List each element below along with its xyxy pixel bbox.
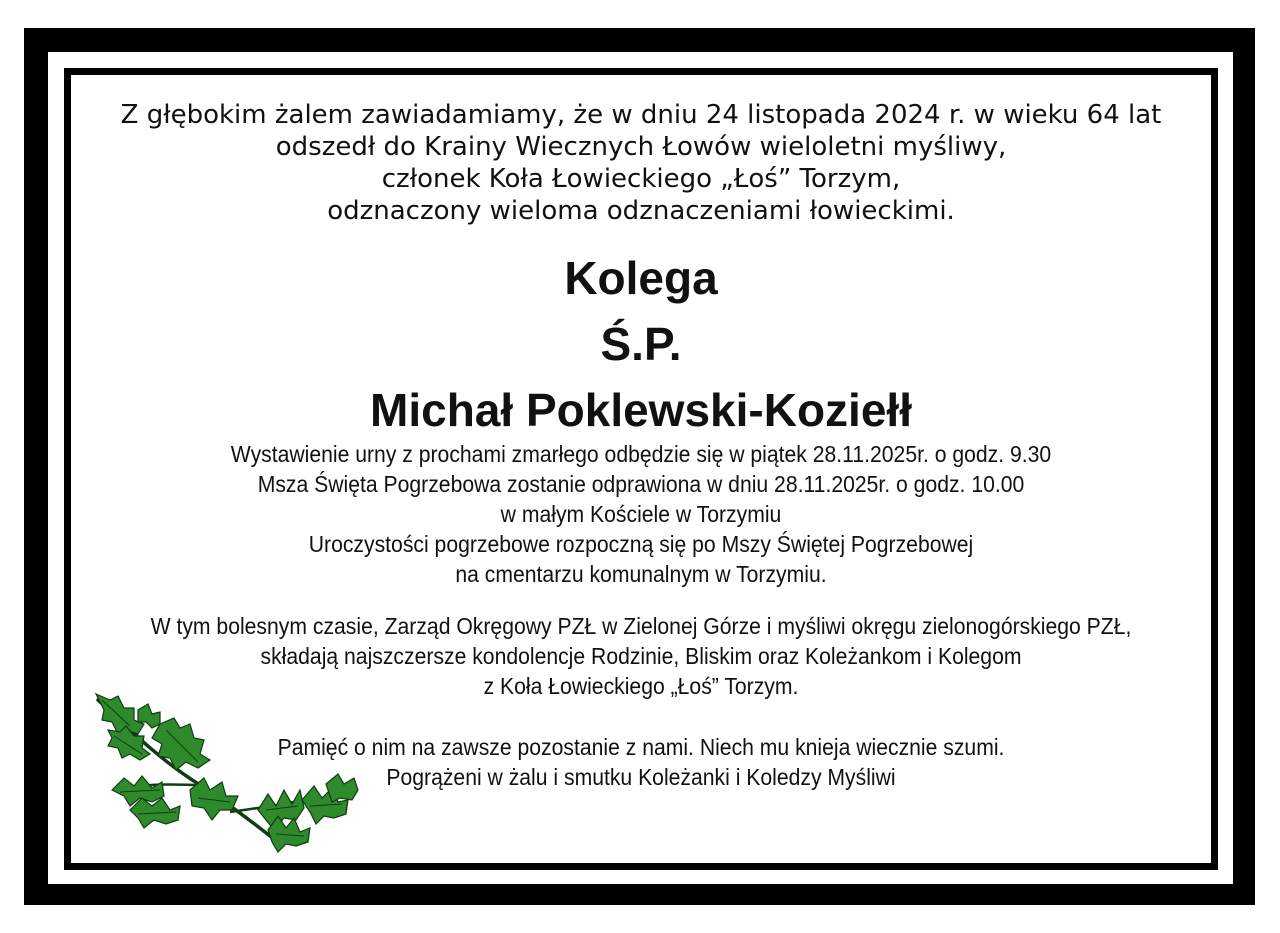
funeral-line: Uroczystości pogrzebowe rozpoczną się po Mszy Świętej Pogrzebowej [308, 531, 974, 557]
condolence-line: z Koła Łowieckiego „Łoś” Torzym. [483, 673, 799, 699]
funeral-line: Msza Święta Pogrzebowa zostanie odprawiona w dniu 28.11.2025r. o godz. 10.00 [257, 471, 1025, 497]
intro-line: członek Koła Łowieckiego „Łoś” Torzym, [381, 164, 901, 194]
funeral-line: na cmentarzu komunalnym w Torzymiu. [455, 561, 827, 587]
intro-paragraph [71, 99, 1211, 227]
condolences-paragraph [117, 611, 1166, 701]
funeral-details [117, 439, 1166, 589]
memory-line: Pogrążeni w żalu i smutku Koleżanki i Koledzy Myśliwi [386, 764, 896, 790]
oak-branch-icon [90, 690, 370, 860]
memory-line: Pamięć o nim na zawsze pozostanie z nami. Niech mu knieja wiecznie szumi. [277, 734, 1005, 760]
honorific-sp: Ś.P. [600, 318, 682, 370]
condolence-line: W tym bolesnym czasie, Zarząd Okręgowy PZŁ w Zielonej Górze i myśliwi okręgu zielonogórskiego PZŁ, [150, 613, 1132, 639]
deceased-name: Michał Poklewski-Koziełł [370, 384, 912, 436]
title-kolega: Kolega [564, 252, 718, 304]
intro-line: Z głębokim żalem zawiadamiamy, że w dniu 24 listopada 2024 r. w wieku 64 lat [120, 100, 1162, 130]
intro-line: odszedł do Krainy Wiecznych Łowów wieloletni myśliwy, [275, 132, 1007, 162]
condolence-line: składają najszczersze kondolencje Rodzinie, Bliskim oraz Koleżankom i Kolegom [260, 643, 1022, 669]
deceased-heading [71, 247, 1211, 441]
intro-line: odznaczony wieloma odznaczeniami łowieckimi. [327, 196, 955, 226]
funeral-line: w małym Kościele w Torzymiu [500, 501, 782, 527]
funeral-line: Wystawienie urny z prochami zmarłego odbędzie się w piątek 28.11.2025r. o godz. 9.30 [230, 441, 1052, 467]
